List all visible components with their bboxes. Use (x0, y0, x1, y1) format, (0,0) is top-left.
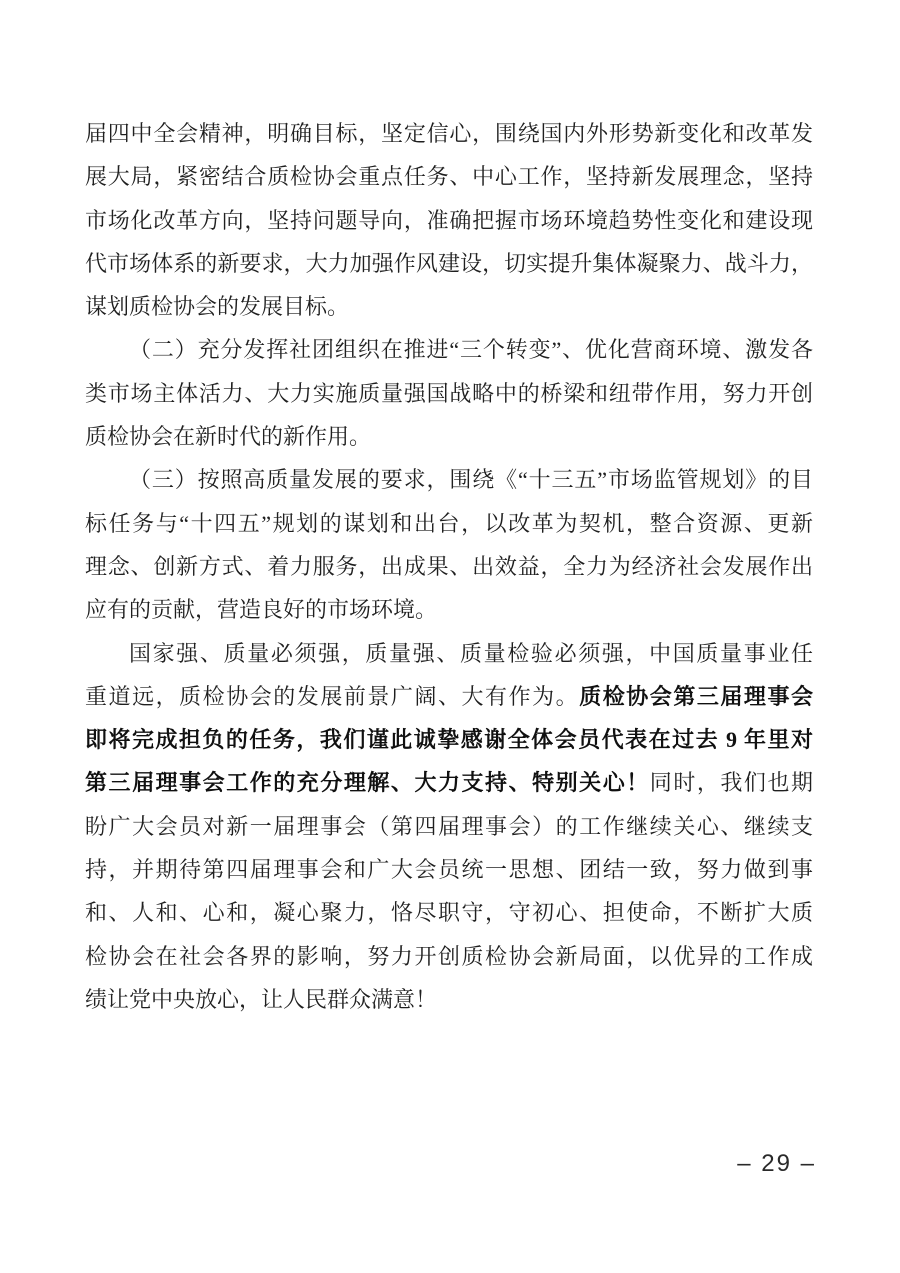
text-run: 类市场主体活力、大力实施质量强国战略中的桥梁和纽带作用，努力开创 (85, 380, 813, 406)
text-run: 届四中全会精神，明确目标，坚定信心，围绕国内外形势新变化和改革发 (85, 121, 813, 146)
text-line (85, 502, 813, 545)
text-run: 代市场体系的新要求，大力加强作风建设，切实提升集体凝聚力、战斗力， (85, 250, 813, 276)
text-run: （三）按照高质量发展的要求，围绕《“十三五”市场监管规划》的目 (129, 467, 813, 493)
text-line (85, 372, 813, 415)
text-run: 同时，我们也期 (649, 770, 813, 796)
page-number: – 29 – (737, 1150, 816, 1177)
text-line (85, 242, 813, 285)
text-line (85, 199, 813, 242)
text-line (85, 112, 813, 155)
text-run: 检协会在社会各界的影响，努力开创质检协会新局面，以优异的工作成 (85, 943, 813, 969)
text-line (85, 458, 813, 501)
text-line (85, 155, 813, 198)
text-line (85, 848, 813, 891)
text-run: 谋划质检协会的发展目标。 (85, 294, 350, 320)
text-line (85, 415, 813, 458)
text-run: 市场化改革方向，坚持问题导向，准确把握市场环境趋势性变化和建设现 (85, 207, 813, 233)
text-line (85, 675, 813, 718)
body-text (85, 112, 813, 1021)
text-line (85, 588, 813, 631)
text-line (85, 935, 813, 978)
text-line (85, 285, 813, 328)
text-run: 质检协会在新时代的新作用。 (85, 424, 372, 450)
bold-text-run: 质检协会第三届理事会 (579, 683, 813, 709)
text-line (85, 978, 813, 1021)
text-run: （二）充分发挥社团组织在推进“三个转变”、优化营商环境、激发各 (129, 337, 813, 363)
text-run: 持，并期待第四届理事会和广大会员统一思想、团结一致，努力做到事 (85, 857, 813, 883)
text-line (85, 891, 813, 934)
text-run: 应有的贡献，营造良好的市场环境。 (85, 597, 438, 623)
text-line (85, 328, 813, 371)
text-line (85, 545, 813, 588)
bold-text-run: 第三届理事会工作的充分理解、大力支持、特别关心！ (85, 770, 650, 796)
text-run: 盼广大会员对新一届理事会（第四届理事会）的工作继续关心、继续支 (85, 813, 813, 839)
text-run: 标任务与“十四五”规划的谋划和出台，以改革为契机，整合资源、更新 (85, 510, 813, 536)
text-run: 绩让党中央放心，让人民群众满意！ (85, 986, 438, 1012)
bold-text-run: 即将完成担负的任务，我们谨此诚挚感谢全体会员代表在过去 9 年里对 (85, 727, 813, 753)
text-line (85, 718, 813, 761)
text-run: 国家强、质量必须强，质量强、质量检验必须强，中国质量事业任 (129, 640, 813, 666)
text-line (85, 761, 813, 804)
text-run: 展大局，紧密结合质检协会重点任务、中心工作，坚持新发展理念，坚持 (85, 164, 813, 190)
text-run: 和、人和、心和，凝心聚力，恪尽职守，守初心、担使命，不断扩大质 (85, 900, 813, 926)
text-run: 理念、创新方式、着力服务，出成果、出效益，全力为经济社会发展作出 (85, 553, 813, 579)
text-line (85, 632, 813, 675)
text-line (85, 805, 813, 848)
text-run: 重道远，质检协会的发展前景广阔、大有作为。 (85, 683, 580, 709)
